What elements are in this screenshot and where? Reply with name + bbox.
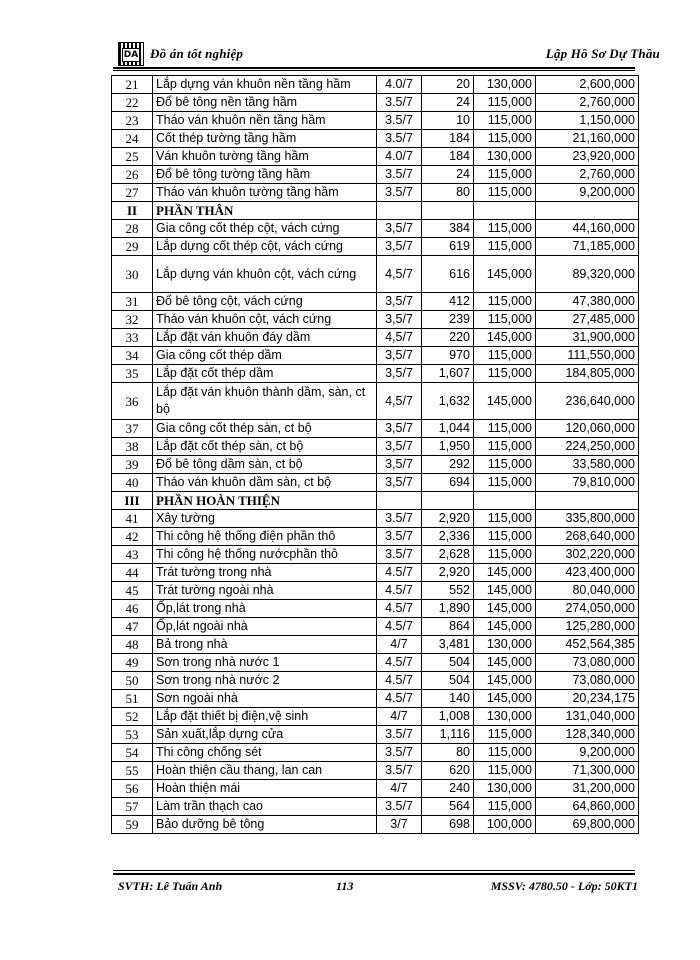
- total-cost-cell: [536, 492, 639, 510]
- total-cost-cell: 111,550,000: [536, 347, 639, 365]
- table-row: [112, 708, 639, 726]
- quantity-cell: 240: [422, 780, 474, 798]
- quantity-cell: 3,481: [422, 636, 474, 654]
- quantity-cell: 698: [422, 816, 474, 834]
- total-cost-cell: 27,485,000: [536, 311, 639, 329]
- work-item-name-cell: Sản xuất,lắp dựng cửa: [153, 726, 377, 744]
- total-cost-cell: 71,185,000: [536, 238, 639, 256]
- unit-price-cell: 115,000: [474, 347, 536, 365]
- quantity-cell: 2,336: [422, 528, 474, 546]
- work-item-name-cell: Tháo ván khuôn nền tầng hầm: [153, 112, 377, 130]
- table-row: [112, 365, 639, 383]
- total-cost-cell: 79,810,000: [536, 474, 639, 492]
- row-number-cell: 30: [112, 256, 153, 293]
- unit-price-cell: 115,000: [474, 546, 536, 564]
- row-number-cell: 59: [112, 816, 153, 834]
- total-cost-cell: 2,760,000: [536, 94, 639, 112]
- table-row: [112, 456, 639, 474]
- unit-price-cell: 145,000: [474, 582, 536, 600]
- row-number-cell: 36: [112, 383, 153, 420]
- row-number-cell: 56: [112, 780, 153, 798]
- quantity-cell: 694: [422, 474, 474, 492]
- work-item-name-cell: Lắp đặt ván khuôn đáy dầm: [153, 329, 377, 347]
- norm-code-cell: 3.5/7: [377, 546, 422, 564]
- norm-code-cell: 3,5/7: [377, 474, 422, 492]
- table-row: [112, 438, 639, 456]
- quantity-cell: [422, 492, 474, 510]
- unit-price-cell: 115,000: [474, 726, 536, 744]
- norm-code-cell: 4/7: [377, 636, 422, 654]
- norm-code-cell: 3,5/7: [377, 347, 422, 365]
- norm-code-cell: 3.5/7: [377, 130, 422, 148]
- norm-code-cell: 4.5/7: [377, 618, 422, 636]
- norm-code-cell: 3.5/7: [377, 798, 422, 816]
- table-row: [112, 420, 639, 438]
- quantity-cell: 24: [422, 94, 474, 112]
- work-item-name-cell: Sơn trong nhà nước 2: [153, 672, 377, 690]
- norm-code-cell: 3.5/7: [377, 510, 422, 528]
- total-cost-cell: 31,900,000: [536, 329, 639, 347]
- total-cost-cell: 44,160,000: [536, 220, 639, 238]
- total-cost-cell: [536, 202, 639, 220]
- quantity-cell: 1,950: [422, 438, 474, 456]
- table-row: [112, 564, 639, 582]
- norm-code-cell: 4,5/7: [377, 383, 422, 420]
- unit-price-cell: 100,000: [474, 816, 536, 834]
- quantity-cell: 620: [422, 762, 474, 780]
- table-row: [112, 94, 639, 112]
- footer-student-id: MSSV: 4780.50 - Lớp: 50KT1: [490, 879, 638, 893]
- table-row: [112, 690, 639, 708]
- total-cost-cell: 47,380,000: [536, 293, 639, 311]
- total-cost-cell: 335,800,000: [536, 510, 639, 528]
- work-item-name-cell: Lắp đặt ván khuôn thành dầm, sàn, ct bộ: [153, 383, 377, 420]
- unit-price-cell: 115,000: [474, 112, 536, 130]
- total-cost-cell: 69,800,000: [536, 816, 639, 834]
- quantity-cell: 2,920: [422, 564, 474, 582]
- work-item-name-cell: Đổ bê tông tường tầng hầm: [153, 166, 377, 184]
- table-row: [112, 654, 639, 672]
- work-item-name-cell: Tháo ván khuôn dầm sàn, ct bộ: [153, 474, 377, 492]
- table-row: [112, 618, 639, 636]
- total-cost-cell: 80,040,000: [536, 582, 639, 600]
- header-rule-thin: [113, 70, 635, 71]
- norm-code-cell: 4/7: [377, 780, 422, 798]
- row-number-cell: 35: [112, 365, 153, 383]
- unit-price-cell: 115,000: [474, 798, 536, 816]
- work-item-name-cell: Bảo dưỡng bê tông: [153, 816, 377, 834]
- work-item-name-cell: Lắp đặt cốt thép sàn, ct bộ: [153, 438, 377, 456]
- norm-code-cell: 3.5/7: [377, 184, 422, 202]
- unit-price-cell: 130,000: [474, 780, 536, 798]
- unit-price-cell: [474, 492, 536, 510]
- norm-code-cell: 3.5/7: [377, 166, 422, 184]
- total-cost-cell: 184,805,000: [536, 365, 639, 383]
- unit-price-cell: 115,000: [474, 365, 536, 383]
- total-cost-cell: 131,040,000: [536, 708, 639, 726]
- quantity-cell: 2,920: [422, 510, 474, 528]
- row-number-cell: 31: [112, 293, 153, 311]
- quantity-cell: 140: [422, 690, 474, 708]
- logo-icon: [118, 42, 144, 66]
- norm-code-cell: 3.5/7: [377, 744, 422, 762]
- row-number-cell: 29: [112, 238, 153, 256]
- work-item-name-cell: Tháo ván khuôn tường tầng hầm: [153, 184, 377, 202]
- total-cost-cell: 2,600,000: [536, 76, 639, 94]
- unit-price-cell: 130,000: [474, 76, 536, 94]
- unit-price-cell: 115,000: [474, 474, 536, 492]
- unit-price-cell: 145,000: [474, 383, 536, 420]
- work-item-name-cell: Đổ bê tông dầm sàn, ct bộ: [153, 456, 377, 474]
- cost-table: [111, 75, 639, 834]
- unit-price-cell: 130,000: [474, 708, 536, 726]
- unit-price-cell: 115,000: [474, 744, 536, 762]
- table-row: [112, 112, 639, 130]
- quantity-cell: 184: [422, 148, 474, 166]
- norm-code-cell: 3,5/7: [377, 438, 422, 456]
- work-item-name-cell: Xây tường: [153, 510, 377, 528]
- logo-text: DA: [123, 50, 139, 60]
- quantity-cell: 220: [422, 329, 474, 347]
- quantity-cell: 1,116: [422, 726, 474, 744]
- work-item-name-cell: Gia công cốt thép cột, vách cứng: [153, 220, 377, 238]
- unit-price-cell: 145,000: [474, 564, 536, 582]
- row-number-cell: 34: [112, 347, 153, 365]
- row-number-cell: 32: [112, 311, 153, 329]
- quantity-cell: [422, 202, 474, 220]
- table-row: [112, 76, 639, 94]
- norm-code-cell: 4,5/7: [377, 256, 422, 293]
- quantity-cell: 1,890: [422, 600, 474, 618]
- quantity-cell: 80: [422, 744, 474, 762]
- work-item-name-cell: Lắp dựng ván khuôn cột, vách cứng: [153, 256, 377, 293]
- section-row: [112, 492, 639, 510]
- work-item-name-cell: Gia công cốt thép dầm: [153, 347, 377, 365]
- row-number-cell: 54: [112, 744, 153, 762]
- row-number-cell: 23: [112, 112, 153, 130]
- work-item-name-cell: Làm trần thạch cao: [153, 798, 377, 816]
- row-number-cell: 44: [112, 564, 153, 582]
- table-row: [112, 220, 639, 238]
- header-rule: [113, 67, 635, 69]
- row-number-cell: 53: [112, 726, 153, 744]
- work-item-name-cell: Đổ bê tông cột, vách cứng: [153, 293, 377, 311]
- quantity-cell: 10: [422, 112, 474, 130]
- work-item-name-cell: Bả trong nhà: [153, 636, 377, 654]
- table-row: [112, 672, 639, 690]
- unit-price-cell: 115,000: [474, 438, 536, 456]
- norm-code-cell: 3,5/7: [377, 293, 422, 311]
- total-cost-cell: 9,200,000: [536, 744, 639, 762]
- table-row: [112, 762, 639, 780]
- table-row: [112, 166, 639, 184]
- total-cost-cell: 20,234,175: [536, 690, 639, 708]
- page-number: 113: [336, 879, 354, 893]
- table-row: [112, 329, 639, 347]
- header-left-title: Đồ án tốt nghiệp: [150, 46, 244, 61]
- unit-price-cell: 115,000: [474, 220, 536, 238]
- unit-price-cell: 115,000: [474, 456, 536, 474]
- norm-code-cell: 4.5/7: [377, 690, 422, 708]
- quantity-cell: 384: [422, 220, 474, 238]
- table-row: [112, 744, 639, 762]
- norm-code-cell: 4.0/7: [377, 76, 422, 94]
- table-row: [112, 347, 639, 365]
- table-row: [112, 546, 639, 564]
- table-row: [112, 130, 639, 148]
- row-number-cell: 38: [112, 438, 153, 456]
- norm-code-cell: 4.5/7: [377, 600, 422, 618]
- unit-price-cell: 115,000: [474, 184, 536, 202]
- table-row: [112, 528, 639, 546]
- total-cost-cell: 224,250,000: [536, 438, 639, 456]
- table-row: [112, 184, 639, 202]
- work-item-name-cell: Lắp dựng ván khuôn nền tầng hầm: [153, 76, 377, 94]
- footer-rule-thin: [113, 870, 635, 871]
- norm-code-cell: 4.0/7: [377, 148, 422, 166]
- section-row: [112, 202, 639, 220]
- work-item-name-cell: Hoàn thiện cầu thang, lan can: [153, 762, 377, 780]
- norm-code-cell: 3.5/7: [377, 726, 422, 744]
- unit-price-cell: 130,000: [474, 636, 536, 654]
- table-row: [112, 293, 639, 311]
- unit-price-cell: 115,000: [474, 762, 536, 780]
- work-item-name-cell: Cốt thép tường tầng hầm: [153, 130, 377, 148]
- row-number-cell: 52: [112, 708, 153, 726]
- work-item-name-cell: Tháo ván khuôn cột, vách cứng: [153, 311, 377, 329]
- unit-price-cell: 115,000: [474, 510, 536, 528]
- quantity-cell: 864: [422, 618, 474, 636]
- unit-price-cell: 115,000: [474, 420, 536, 438]
- quantity-cell: 1,632: [422, 383, 474, 420]
- row-number-cell: 49: [112, 654, 153, 672]
- row-number-cell: 42: [112, 528, 153, 546]
- work-item-name-cell: Ván khuôn tường tầng hầm: [153, 148, 377, 166]
- table-row: [112, 256, 639, 293]
- total-cost-cell: 9,200,000: [536, 184, 639, 202]
- norm-code-cell: 4,5/7: [377, 329, 422, 347]
- total-cost-cell: 423,400,000: [536, 564, 639, 582]
- total-cost-cell: 73,080,000: [536, 672, 639, 690]
- work-item-name-cell: Ốp,lát ngoài nhà: [153, 618, 377, 636]
- row-number-cell: 46: [112, 600, 153, 618]
- work-item-name-cell: Thi công hệ thống điện phần thô: [153, 528, 377, 546]
- row-number-cell: 40: [112, 474, 153, 492]
- row-number-cell: 41: [112, 510, 153, 528]
- unit-price-cell: 115,000: [474, 166, 536, 184]
- total-cost-cell: 71,300,000: [536, 762, 639, 780]
- work-item-name-cell: Lắp dựng cốt thép cột, vách cứng: [153, 238, 377, 256]
- total-cost-cell: 2,760,000: [536, 166, 639, 184]
- row-number-cell: 57: [112, 798, 153, 816]
- table-row: [112, 311, 639, 329]
- row-number-cell: 27: [112, 184, 153, 202]
- work-item-name-cell: Sơn trong nhà nước 1: [153, 654, 377, 672]
- unit-price-cell: 115,000: [474, 293, 536, 311]
- total-cost-cell: 236,640,000: [536, 383, 639, 420]
- row-number-cell: 25: [112, 148, 153, 166]
- norm-code-cell: 3,5/7: [377, 238, 422, 256]
- row-number-cell: 45: [112, 582, 153, 600]
- norm-code-cell: 4.5/7: [377, 654, 422, 672]
- norm-code-cell: 3,5/7: [377, 456, 422, 474]
- row-number-cell: 47: [112, 618, 153, 636]
- table-row: [112, 816, 639, 834]
- work-item-name-cell: PHẦN THÂN: [153, 202, 377, 220]
- row-number-cell: III: [112, 492, 153, 510]
- unit-price-cell: 115,000: [474, 130, 536, 148]
- header-right-title: Lập Hồ Sơ Dự Thầu: [545, 46, 660, 61]
- unit-price-cell: 115,000: [474, 238, 536, 256]
- unit-price-cell: 115,000: [474, 528, 536, 546]
- table-row: [112, 148, 639, 166]
- total-cost-cell: 268,640,000: [536, 528, 639, 546]
- total-cost-cell: 33,580,000: [536, 456, 639, 474]
- work-item-name-cell: Sơn ngoài nhà: [153, 690, 377, 708]
- total-cost-cell: 73,080,000: [536, 654, 639, 672]
- unit-price-cell: 145,000: [474, 654, 536, 672]
- row-number-cell: 28: [112, 220, 153, 238]
- norm-code-cell: 4.5/7: [377, 582, 422, 600]
- total-cost-cell: 31,200,000: [536, 780, 639, 798]
- table-row: [112, 798, 639, 816]
- table-row: [112, 600, 639, 618]
- norm-code-cell: [377, 492, 422, 510]
- total-cost-cell: 128,340,000: [536, 726, 639, 744]
- unit-price-cell: 115,000: [474, 311, 536, 329]
- total-cost-cell: 274,050,000: [536, 600, 639, 618]
- total-cost-cell: 125,280,000: [536, 618, 639, 636]
- work-item-name-cell: PHẦN HOÀN THIỆN: [153, 492, 377, 510]
- quantity-cell: 504: [422, 672, 474, 690]
- total-cost-cell: 302,220,000: [536, 546, 639, 564]
- norm-code-cell: 3,5/7: [377, 420, 422, 438]
- row-number-cell: 39: [112, 456, 153, 474]
- table-row: [112, 510, 639, 528]
- table-row: [112, 474, 639, 492]
- table-row: [112, 582, 639, 600]
- quantity-cell: 20: [422, 76, 474, 94]
- unit-price-cell: 145,000: [474, 690, 536, 708]
- table-row: [112, 726, 639, 744]
- norm-code-cell: 4/7: [377, 708, 422, 726]
- work-item-name-cell: Thi công hệ thống nướcphần thô: [153, 546, 377, 564]
- norm-code-cell: [377, 202, 422, 220]
- norm-code-cell: 3.5/7: [377, 112, 422, 130]
- norm-code-cell: 3.5/7: [377, 762, 422, 780]
- quantity-cell: 239: [422, 311, 474, 329]
- work-item-name-cell: Lắp đặt thiết bị điện,vệ sinh: [153, 708, 377, 726]
- work-item-name-cell: Lắp đặt cốt thép dầm: [153, 365, 377, 383]
- unit-price-cell: 145,000: [474, 600, 536, 618]
- row-number-cell: 22: [112, 94, 153, 112]
- unit-price-cell: 145,000: [474, 618, 536, 636]
- row-number-cell: 37: [112, 420, 153, 438]
- quantity-cell: 552: [422, 582, 474, 600]
- quantity-cell: 970: [422, 347, 474, 365]
- row-number-cell: 24: [112, 130, 153, 148]
- work-item-name-cell: Ốp,lát trong nhà: [153, 600, 377, 618]
- row-number-cell: 33: [112, 329, 153, 347]
- norm-code-cell: 3/7: [377, 816, 422, 834]
- footer-rule: [113, 873, 635, 875]
- norm-code-cell: 4.5/7: [377, 564, 422, 582]
- quantity-cell: 412: [422, 293, 474, 311]
- unit-price-cell: 145,000: [474, 329, 536, 347]
- work-item-name-cell: Trát tường trong nhà: [153, 564, 377, 582]
- table-row: [112, 383, 639, 420]
- quantity-cell: 1,008: [422, 708, 474, 726]
- unit-price-cell: 145,000: [474, 672, 536, 690]
- row-number-cell: 26: [112, 166, 153, 184]
- row-number-cell: 55: [112, 762, 153, 780]
- norm-code-cell: 3,5/7: [377, 220, 422, 238]
- row-number-cell: 48: [112, 636, 153, 654]
- work-item-name-cell: Hoàn thiện mái: [153, 780, 377, 798]
- footer-student: SVTH: Lê Tuấn Anh: [118, 879, 223, 893]
- row-number-cell: 21: [112, 76, 153, 94]
- total-cost-cell: 23,920,000: [536, 148, 639, 166]
- unit-price-cell: 130,000: [474, 148, 536, 166]
- total-cost-cell: 452,564,385: [536, 636, 639, 654]
- quantity-cell: 1,044: [422, 420, 474, 438]
- row-number-cell: 50: [112, 672, 153, 690]
- quantity-cell: 24: [422, 166, 474, 184]
- work-item-name-cell: Thi công chống sét: [153, 744, 377, 762]
- table-row: [112, 780, 639, 798]
- quantity-cell: 80: [422, 184, 474, 202]
- quantity-cell: 564: [422, 798, 474, 816]
- quantity-cell: 504: [422, 654, 474, 672]
- quantity-cell: 616: [422, 256, 474, 293]
- unit-price-cell: 145,000: [474, 256, 536, 293]
- unit-price-cell: 115,000: [474, 94, 536, 112]
- total-cost-cell: 1,150,000: [536, 112, 639, 130]
- work-item-name-cell: Trát tường ngoài nhà: [153, 582, 377, 600]
- total-cost-cell: 120,060,000: [536, 420, 639, 438]
- table-row: [112, 636, 639, 654]
- row-number-cell: 43: [112, 546, 153, 564]
- norm-code-cell: 3.5/7: [377, 94, 422, 112]
- total-cost-cell: 21,160,000: [536, 130, 639, 148]
- norm-code-cell: 3,5/7: [377, 365, 422, 383]
- quantity-cell: 619: [422, 238, 474, 256]
- row-number-cell: 51: [112, 690, 153, 708]
- quantity-cell: 2,628: [422, 546, 474, 564]
- quantity-cell: 292: [422, 456, 474, 474]
- quantity-cell: 184: [422, 130, 474, 148]
- table-row: [112, 238, 639, 256]
- row-number-cell: II: [112, 202, 153, 220]
- work-item-name-cell: Đổ bê tông nền tầng hầm: [153, 94, 377, 112]
- quantity-cell: 1,607: [422, 365, 474, 383]
- total-cost-cell: 89,320,000: [536, 256, 639, 293]
- work-item-name-cell: Gia công cốt thép sàn, ct bộ: [153, 420, 377, 438]
- total-cost-cell: 64,860,000: [536, 798, 639, 816]
- norm-code-cell: 3,5/7: [377, 311, 422, 329]
- norm-code-cell: 3.5/7: [377, 528, 422, 546]
- norm-code-cell: 4.5/7: [377, 672, 422, 690]
- unit-price-cell: [474, 202, 536, 220]
